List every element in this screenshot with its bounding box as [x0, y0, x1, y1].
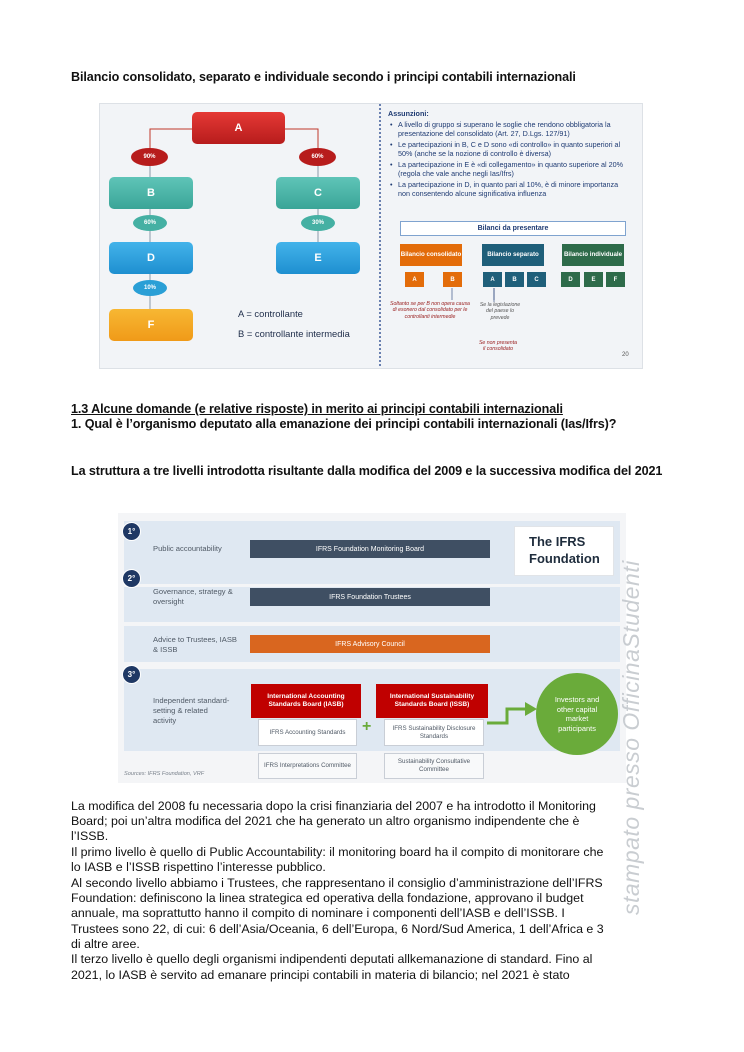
structure-title: La struttura a tre livelli introdotta risultante dalla modifica del 2009 e la successiva modifica del 2021 — [71, 464, 663, 478]
pct-ce: 30% — [301, 215, 335, 231]
mini-sep-a: A — [483, 272, 502, 287]
level-1-badge: 1° — [122, 522, 141, 541]
label-public-accountability: Public accountability — [153, 544, 222, 553]
plus-icon: + — [362, 718, 372, 735]
label-advice: Advice to Trustees, IASB & ISSB — [153, 635, 237, 654]
cat-separato: Bilancio separato — [482, 244, 544, 266]
pct-ab: 90% — [131, 148, 168, 166]
mini-cons-a: A — [405, 272, 424, 287]
pct-ac: 60% — [299, 148, 336, 166]
para-line-1: La modifica del 2008 fu necessaria dopo la crisi finanziaria del 2007 e ha introdotto il Monitoring — [71, 799, 596, 813]
mini-sep-b: B — [505, 272, 524, 287]
bilanci-title: Bilanci da presentare — [400, 221, 626, 236]
box-iasb: International Accounting Standards Board (IASB) — [251, 684, 361, 718]
bar-monitoring-board: IFRS Foundation Monitoring Board — [250, 540, 490, 558]
figure-ifrs-structure — [118, 513, 626, 783]
level-2-badge: 2° — [122, 569, 141, 588]
cat-consolidato: Bilancio consolidato — [400, 244, 462, 266]
mini-cons-b: B — [443, 272, 462, 287]
para-line-3: l’ISSB. — [71, 829, 109, 843]
mini-sep-c: C — [527, 272, 546, 287]
arrow-icon — [483, 693, 543, 733]
para-line-10: di altre aree. — [71, 937, 140, 951]
section-title: 1.3 Alcune domande (e relative risposte) in merito ai principi contabili internazionali — [71, 402, 563, 416]
assumption-4: La partecipazione in D, in quanto pari al 10%, è di minore importanza non consentendo alcune significativa influenza — [398, 180, 619, 198]
para-line-11: Il terzo livello è quello degli organismi indipendenti deputati allkemanazione di standard. Fino al — [71, 952, 593, 966]
assumption-1: A livello di gruppo si superano le soglie che rendono obbligatoria la presentazione del consolidato (Art. 27, D.Lgs. 127/91) — [398, 120, 611, 138]
para-line-4: Il primo livello è quello di Public Accountability: il monitoring board ha il compito di monitorare che — [71, 845, 604, 859]
slide-page-number: 20 — [622, 352, 629, 358]
box-issb: International Sustainability Standards Board (ISSB) — [376, 684, 488, 718]
ifrs-foundation-logo: The IFRS Foundation — [514, 526, 614, 576]
sources-note: Sources: IFRS Foundation, VRF — [124, 771, 205, 777]
mini-ind-f: F — [606, 272, 625, 287]
node-c: C — [276, 177, 360, 209]
figure-group-structure: A 90% 60% B C 60% 30% D E 10% F A = controllante B = controllante intermedia Assunzioni: • A livello di gruppo si superano le soglie che rendono obbligatoria la presentazione del consolidato (Art. 27, D.Lgs. 127/91) • Le partecipazioni in B, C e D sono «di controllo» in quanto superiori al 50% (anche se la nozione di controllo è diversa) • La partecipazione in E è «di collegamento» in quanto superiore al 20% (regola che vale anche negli Ias/Ifrs) • La partecipazione in D, in quanto pari al 10%, è di minore importanza non consentendo alcune significativa influenza Bilanci da presentare Bilancio consolidato Bilancio separato Bilancio individuale A B A B C D E F Soltanto se per B non opera causa di esonero dal consolidato per le controllanti intermedie Se la legislazione del paese lo prevede Se non presenta il consolidato 20 — [99, 103, 643, 369]
box-sustainability-consultative: Sustainability Consultative Committee — [384, 753, 484, 779]
assumption-2: Le partecipazioni in B, C e D sono «di controllo» in quanto superiori al 50% (anche se la nozione di controllo è diversa) — [398, 140, 621, 158]
node-d: D — [109, 242, 193, 274]
para-line-7: Foundation: definiscono la linea strategica ed operativa della fondazione, approvano il budget — [71, 891, 584, 905]
para-line-9: Trustees sono 22, di cui: 6 dell’Asia/Oceania, 6 dell’Europa, 6 Nord/Sud America, 1 dell’Africa e 3 — [71, 922, 604, 936]
mini-ind-e: E — [584, 272, 603, 287]
node-e: E — [276, 242, 360, 274]
question: 1. Qual è l’organismo deputato alla emanazione dei principi contabili internazionali (Ias/Ifrs)? — [71, 417, 617, 431]
watermark: stampato presso OfficinaStudenti — [618, 560, 644, 915]
box-ifrs-sustainability-standards: IFRS Sustainability Disclosure Standards — [384, 719, 484, 746]
node-a: A — [192, 112, 285, 144]
para-line-8: annuale, ma soprattutto hanno il compito di nominare i componenti dell’IASB e dell’ISSB. I — [71, 906, 565, 920]
note-senon: Se non presenta il consolidato — [478, 340, 518, 353]
pct-bd: 60% — [133, 215, 167, 231]
para-line-6: Al secondo livello abbiamo i Trustees, che rappresentano il consiglio d’amministrazione dell’IFRS — [71, 876, 603, 890]
pct-df: 10% — [133, 280, 167, 296]
note-soltanto: Soltanto se per B non opera causa di esonero dal consolidato per le controllanti intermedie — [390, 301, 470, 320]
note-se: Se la legislazione del paese lo prevede — [479, 302, 521, 321]
para-line-5: lo IASB e l’ISSB rispettino l’interesse pubblico. — [71, 860, 326, 874]
box-ifrs-accounting-standards: IFRS Accounting Standards — [258, 719, 357, 746]
label-governance: Governance, strategy & oversight — [153, 587, 233, 606]
level-3-badge: 3° — [122, 665, 141, 684]
assumptions-title: Assunzioni: — [388, 109, 429, 118]
assumption-3: La partecipazione in E è «di collegamento» in quanto superiore al 20% (regola che vale anche negli Ias/Ifrs) — [398, 160, 623, 178]
bar-trustees: IFRS Foundation Trustees — [250, 588, 490, 606]
legend-a: A = controllante — [238, 308, 303, 319]
title-bilancio: Bilancio consolidato, separato e individuale secondo i principi contabili internazionali — [71, 70, 576, 84]
para-line-2: Board; poi un’altra modifica del 2021 che ha generato un altro organismo indipendente che è — [71, 814, 580, 828]
box-interpretations-committee: IFRS Interpretations Committee — [258, 753, 357, 779]
cat-individuale: Bilancio individuale — [562, 244, 624, 266]
investors-circle: Investors and other capital market participants — [536, 673, 618, 755]
bar-advisory-council: IFRS Advisory Council — [250, 635, 490, 653]
mini-ind-d: D — [561, 272, 580, 287]
node-f: F — [109, 309, 193, 341]
label-standard-setting: Independent standard-setting & related activity — [153, 696, 230, 725]
legend-b: B = controllante intermedia — [238, 328, 350, 339]
node-b: B — [109, 177, 193, 209]
para-line-12: 2021, lo IASB è servito ad emanare principi contabili in materia di bilancio; nel 2021 è stato — [71, 968, 570, 982]
